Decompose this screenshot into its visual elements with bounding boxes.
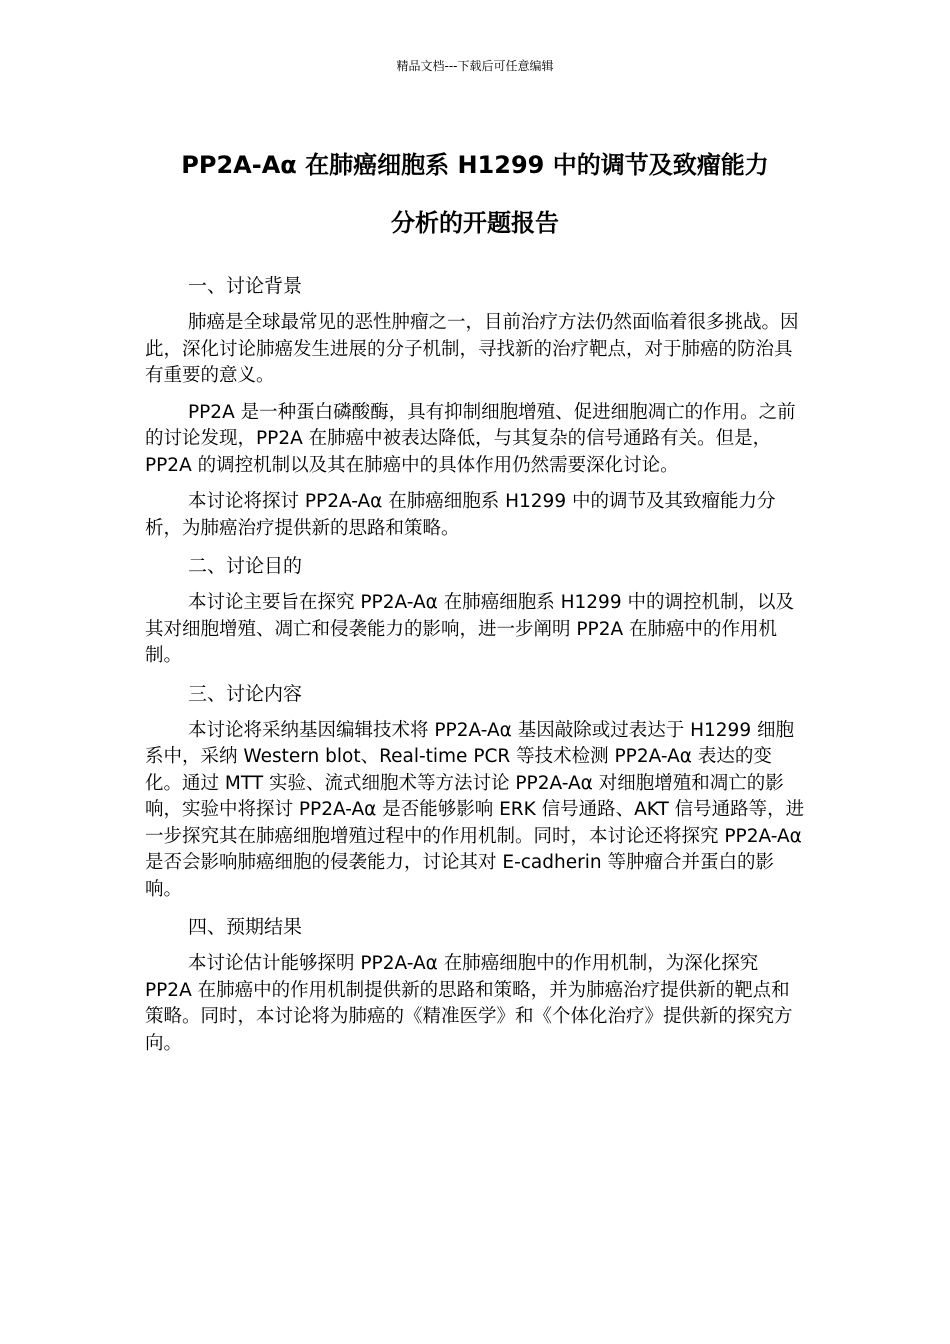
paragraph-background-3: 本讨论将探讨 PP2A-Aα 在肺癌细胞系 H1299 中的调节及其致瘤能力分析，为肺癌治疗提供新的思路和策略。 (145, 491, 776, 539)
paragraph-expected-results-1: 本讨论估计能够探明 PP2A-Aα 在肺癌细胞中的作用机制，为深化探究 PP2A 在肺癌中的作用机制提供新的思路和策略，并为肺癌治疗提供新的靶点和策略。同时，本讨论将为肺癌的《精准医学》和《个体化治疗》提供新的探究方向。 (145, 953, 793, 1054)
paragraph-background-1: 肺癌是全球最常见的恶性肿瘤之一，目前治疗方法仍然面临着很多挑战。因此，深化讨论肺癌发生进展的分子机制，寻找新的治疗靶点，对于肺癌的防治具有重要的意义。 (145, 312, 799, 386)
page-header: 精品文档---下载后可任意编辑 (396, 59, 554, 73)
section-heading-expected-results: 四、预期结果 (188, 916, 303, 938)
title-line-2: 分析的开题报告 (391, 209, 559, 237)
document-body (145, 272, 808, 1067)
paragraph-background-2: PP2A 是一种蛋白磷酸酶，具有抑制细胞增殖、促进细胞凋亡的作用。之前的讨论发现，PP2A 在肺癌中被表达降低，与其复杂的信号通路有关。但是，PP2A 的调控机制以及其在肺癌中的具体作用仍然需要深化讨论。 (145, 401, 796, 476)
document-title (130, 136, 820, 252)
section-heading-content: 三、讨论内容 (188, 682, 303, 705)
paragraph-objective-1: 本讨论主要旨在探究 PP2A-Aα 在肺癌细胞系 H1299 中的调控机制，以及其对细胞增殖、凋亡和侵袭能力的影响，进一步阐明 PP2A 在肺癌中的作用机制。 (145, 592, 794, 666)
section-heading-background: 一、讨论背景 (188, 275, 303, 297)
section-heading-objective: 二、讨论目的 (188, 555, 303, 577)
title-line-1: PP2A-Aα 在肺癌细胞系 H1299 中的调节及致瘤能力 (181, 151, 769, 179)
paragraph-content-1: 本讨论将采纳基因编辑技术将 PP2A-Aα 基因敲除或过表达于 H1299 细胞系中，采纳 Western blot、Real-time PCR 等技术检测 PP2A-Aα 表达的变化。通过 MTT 实验、流式细胞术等方法讨论 PP2A-Aα 对细胞增殖和凋亡的影响，实验中将探讨 PP2A-Aα 是否能够影响 ERK 信号通路、AKT 信号通路等，进一步探究其在肺癌细胞增殖过程中的作用机制。同时，本讨论还将探究 PP2A-Aα 是否会影响肺癌细胞的侵袭能力，讨论其对 E-cadherin 等肿瘤合并蛋白的影响。 (145, 719, 805, 900)
